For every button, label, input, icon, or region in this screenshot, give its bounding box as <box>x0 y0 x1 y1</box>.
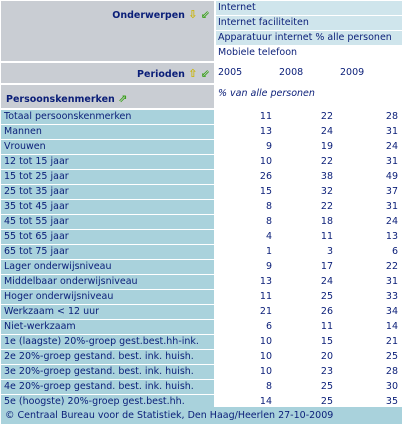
value-cell: 14 <box>216 395 276 409</box>
table-row <box>0 170 403 184</box>
value-cell: 34 <box>338 305 402 319</box>
value-cell: 26 <box>216 170 276 184</box>
value-cell: 15 <box>277 335 337 349</box>
row-label[interactable]: 3e 20%-groep gestand. best. ink. huish. <box>1 365 214 379</box>
value-cell: 18 <box>277 215 337 229</box>
value-cell: 19 <box>277 140 337 154</box>
table-row <box>0 185 403 199</box>
value-cell: 25 <box>338 350 402 364</box>
value-cell: 11 <box>277 230 337 244</box>
table-row <box>0 380 403 394</box>
value-cell: 11 <box>277 320 337 334</box>
onderwerpen-header <box>1 1 214 61</box>
value-cell: 4 <box>216 230 276 244</box>
value-cell: 8 <box>216 380 276 394</box>
diagonal-arrow-icon[interactable]: ⇙ <box>200 8 210 21</box>
value-cell: 22 <box>277 110 337 124</box>
row-label[interactable]: Hoger onderwijsniveau <box>1 290 214 304</box>
table-row <box>0 230 403 244</box>
value-cell: 22 <box>277 200 337 214</box>
value-cell: 20 <box>277 350 337 364</box>
unit-label: % van alle personen <box>216 85 402 108</box>
value-cell: 15 <box>216 185 276 199</box>
value-cell: 28 <box>338 365 402 379</box>
value-cell: 31 <box>338 200 402 214</box>
value-cell: 23 <box>277 365 337 379</box>
table-row <box>0 215 403 229</box>
value-cell: 25 <box>277 395 337 409</box>
table-row <box>0 320 403 334</box>
value-cell: 1 <box>216 245 276 259</box>
table-row <box>0 350 403 364</box>
table-row <box>0 365 403 379</box>
onderwerpen-label: Onderwerpen <box>112 10 185 21</box>
table-row <box>0 200 403 214</box>
value-cell: 3 <box>277 245 337 259</box>
perioden-header <box>1 63 214 83</box>
value-cell: 35 <box>338 395 402 409</box>
value-cell: 31 <box>338 155 402 169</box>
table-row <box>0 140 403 154</box>
value-cell: 13 <box>216 125 276 139</box>
year-2005: 2005 <box>216 63 276 83</box>
value-cell: 8 <box>216 215 276 229</box>
persoonskenmerken-header <box>1 85 214 108</box>
row-label[interactable]: 2e 20%-groep gestand. best. ink. huish. <box>1 350 214 364</box>
value-cell: 8 <box>216 200 276 214</box>
value-cell: 13 <box>338 230 402 244</box>
diagonal-arrow-icon[interactable]: ⇙ <box>200 67 210 80</box>
value-cell: 24 <box>277 125 337 139</box>
value-cell: 38 <box>277 170 337 184</box>
row-label[interactable]: Middelbaar onderwijsniveau <box>1 275 214 289</box>
value-cell: 21 <box>338 335 402 349</box>
value-cell: 24 <box>338 140 402 154</box>
row-label[interactable]: Lager onderwijsniveau <box>1 260 214 274</box>
table-row <box>0 245 403 259</box>
topic-4: Mobiele telefoon <box>216 46 402 60</box>
row-label[interactable]: Totaal persoonskenmerken <box>1 110 214 124</box>
value-cell: 22 <box>277 155 337 169</box>
value-cell: 24 <box>338 215 402 229</box>
value-cell: 37 <box>338 185 402 199</box>
value-cell: 9 <box>216 260 276 274</box>
value-cell: 21 <box>216 305 276 319</box>
row-label[interactable]: 55 tot 65 jaar <box>1 230 214 244</box>
topic-2: Internet faciliteiten <box>216 16 402 30</box>
persoonskenmerken-label: Persoonskenmerken <box>6 94 115 105</box>
footer-copyright: © Centraal Bureau voor de Statistiek, Den Haag/Heerlen 27-10-2009 <box>1 407 402 424</box>
table-row <box>0 110 403 124</box>
pivot-down-arrow-icon[interactable]: ⇩ <box>188 8 198 21</box>
value-cell: 11 <box>216 290 276 304</box>
diagonal-arrow-icon[interactable]: ⇗ <box>118 92 128 105</box>
value-cell: 28 <box>338 110 402 124</box>
value-cell: 6 <box>338 245 402 259</box>
row-label[interactable]: Werkzaam < 12 uur <box>1 305 214 319</box>
row-label[interactable]: 35 tot 45 jaar <box>1 200 214 214</box>
row-label[interactable]: 45 tot 55 jaar <box>1 215 214 229</box>
value-cell: 33 <box>338 290 402 304</box>
value-cell: 26 <box>277 305 337 319</box>
year-2009: 2009 <box>338 63 402 83</box>
value-cell: 10 <box>216 365 276 379</box>
value-cell: 13 <box>216 275 276 289</box>
row-label[interactable]: Niet-werkzaam <box>1 320 214 334</box>
row-label[interactable]: Mannen <box>1 125 214 139</box>
value-cell: 31 <box>338 125 402 139</box>
value-cell: 10 <box>216 155 276 169</box>
value-cell: 24 <box>277 275 337 289</box>
value-cell: 10 <box>216 350 276 364</box>
value-cell: 30 <box>338 380 402 394</box>
row-label[interactable]: 15 tot 25 jaar <box>1 170 214 184</box>
pivot-up-arrow-icon[interactable]: ⇧ <box>188 67 198 80</box>
value-cell: 32 <box>277 185 337 199</box>
row-label[interactable]: Vrouwen <box>1 140 214 154</box>
table-row <box>0 260 403 274</box>
row-label[interactable]: 12 tot 15 jaar <box>1 155 214 169</box>
value-cell: 31 <box>338 275 402 289</box>
value-cell: 11 <box>216 110 276 124</box>
year-2008: 2008 <box>277 63 337 83</box>
value-cell: 25 <box>277 290 337 304</box>
row-label[interactable]: 1e (laagste) 20%-groep gest.best.hh-ink. <box>1 335 214 349</box>
row-label[interactable]: 5e (hoogste) 20%-groep gest.best.hh. <box>1 395 214 409</box>
value-cell: 49 <box>338 170 402 184</box>
value-cell: 9 <box>216 140 276 154</box>
table-row <box>0 155 403 169</box>
table-row <box>0 305 403 319</box>
table-row <box>0 335 403 349</box>
value-cell: 17 <box>277 260 337 274</box>
value-cell: 25 <box>277 380 337 394</box>
topic-3: Apparatuur internet % alle personen <box>216 31 402 45</box>
table-row <box>0 125 403 139</box>
table-row <box>0 275 403 289</box>
row-label[interactable]: 25 tot 35 jaar <box>1 185 214 199</box>
row-label[interactable]: 4e 20%-groep gestand. best. ink. huish. <box>1 380 214 394</box>
topic-1: Internet <box>216 1 402 15</box>
row-label[interactable]: 65 tot 75 jaar <box>1 245 214 259</box>
table-row <box>0 290 403 304</box>
value-cell: 6 <box>216 320 276 334</box>
perioden-label: Perioden <box>137 69 185 80</box>
value-cell: 22 <box>338 260 402 274</box>
value-cell: 10 <box>216 335 276 349</box>
value-cell: 14 <box>338 320 402 334</box>
